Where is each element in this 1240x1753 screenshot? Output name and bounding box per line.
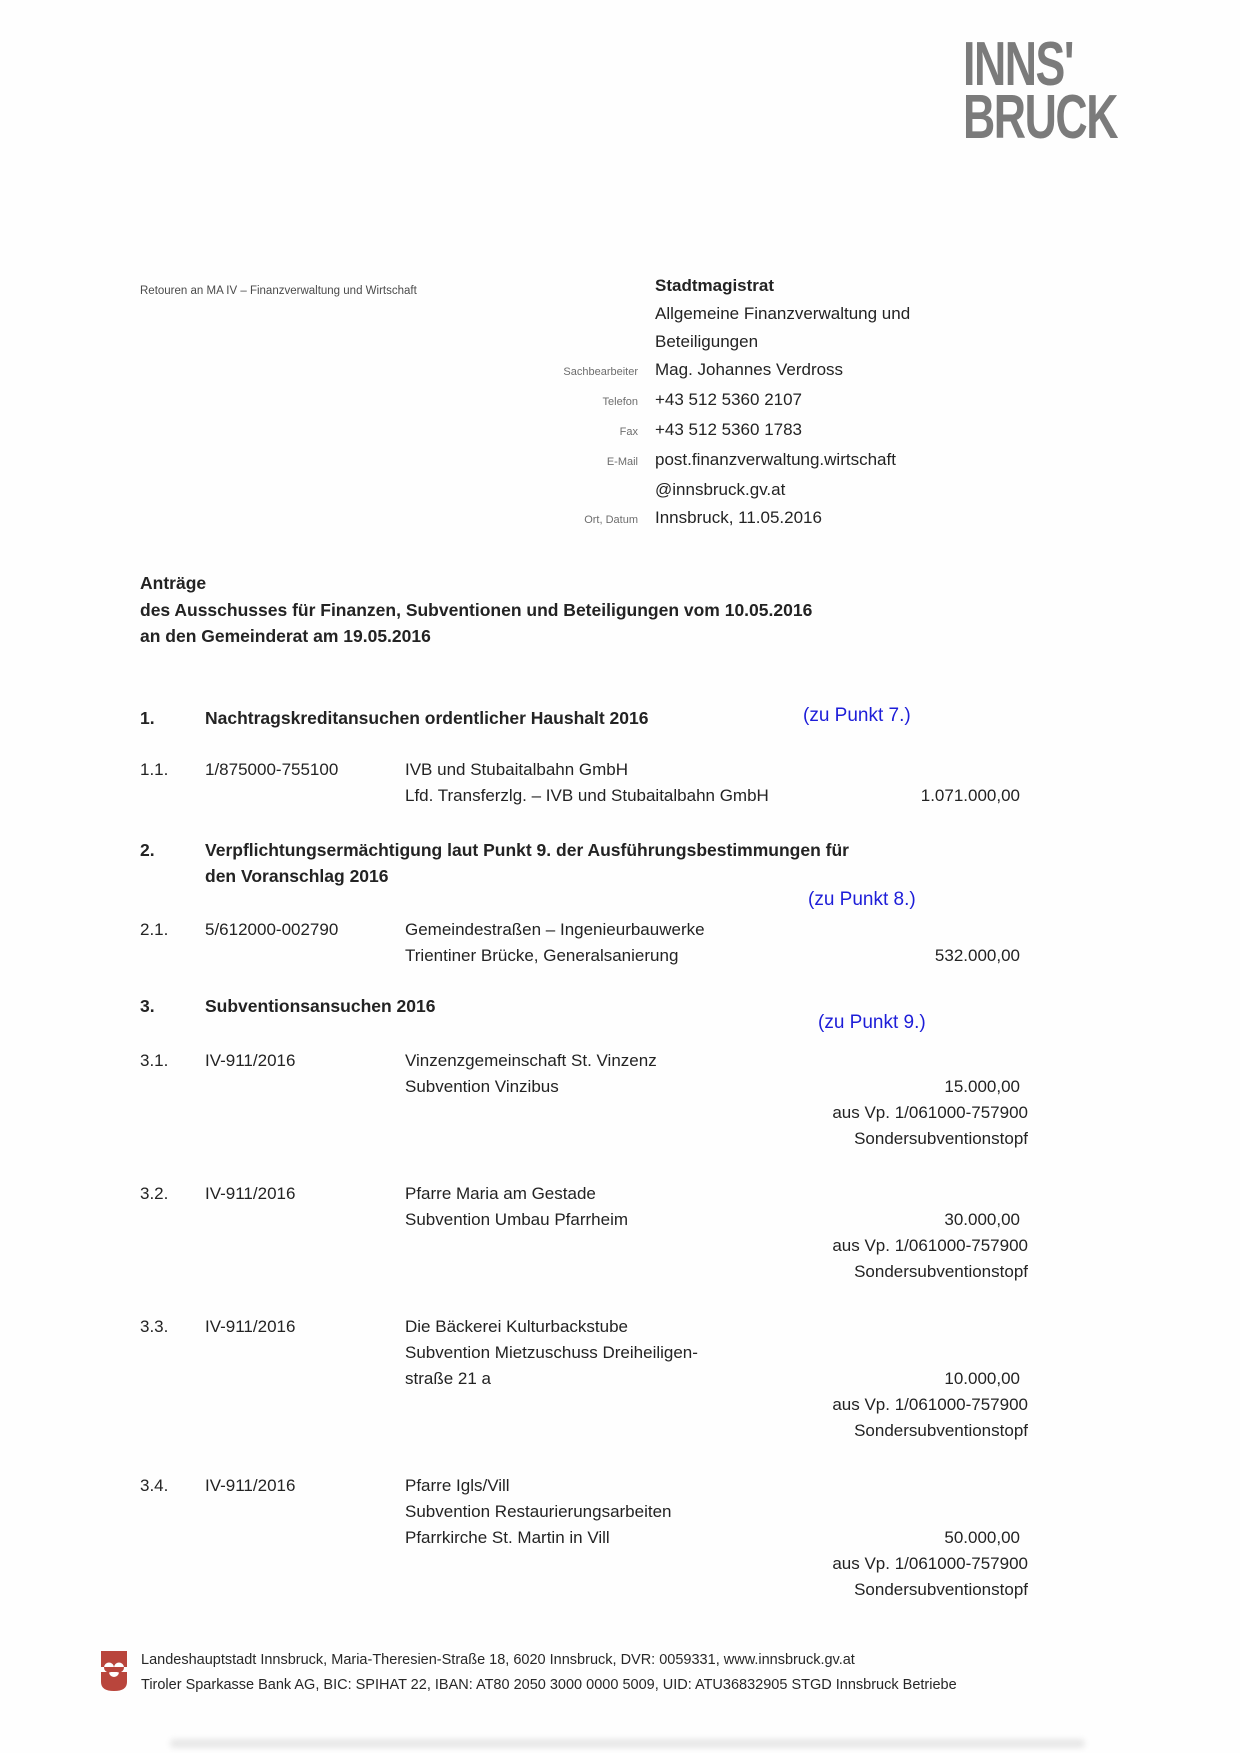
item-description-line: [405, 1366, 1020, 1392]
contact-label: Telefon: [602, 396, 638, 408]
section-header: [140, 837, 1020, 910]
annotation-zu-punkt: (zu Punkt 9.): [818, 1012, 926, 1033]
section-number: 1.: [140, 708, 155, 728]
section: [140, 993, 1028, 1603]
contact-row: [520, 476, 1000, 504]
footer-line-1: Landeshauptstadt Innsbruck, Maria-Theresien-Straße 18, 6020 Innsbruck, DVR: 0059331, www.innsbruck.gv.at: [141, 1652, 855, 1668]
item-description-text: Subvention Restaurierungsarbeiten: [405, 1502, 672, 1521]
contact-row: [520, 272, 1000, 300]
section: [140, 837, 1020, 969]
item-lines: [405, 1048, 1028, 1152]
item-description-line: [405, 1525, 1020, 1551]
section-title-line: den Voranschlag 2016: [205, 866, 389, 886]
contact-value: +43 512 5360 2107: [655, 390, 803, 409]
item-description-line: [405, 1314, 1020, 1340]
item-description-line: [405, 757, 1020, 783]
item-code: 1/875000-755100: [205, 760, 339, 779]
contact-label: E-Mail: [606, 456, 638, 468]
item-amount: 1.071.000,00: [920, 786, 1020, 805]
item-description-line: [405, 1074, 1020, 1100]
item-lines: [405, 1181, 1028, 1285]
item-code: IV-911/2016: [205, 1317, 296, 1336]
innsbruck-city-mark-icon: [100, 1651, 128, 1691]
contact-row: [520, 328, 1000, 356]
item-description-line: [405, 1473, 1020, 1499]
contact-value: +43 512 5360 1783: [655, 420, 803, 439]
document-title-line: Anträge: [140, 573, 207, 593]
item-description-text: Pfarre Igls/Vill: [405, 1476, 510, 1495]
item-description-line: [405, 917, 1020, 943]
contact-label: Fax: [619, 426, 638, 438]
contact-value: post.finanzverwaltung.wirtschaft: [655, 450, 896, 469]
item-note: Sondersubventionstopf: [854, 1129, 1028, 1148]
item-code: 5/612000-002790: [205, 920, 339, 939]
item-code: IV-911/2016: [205, 1184, 296, 1203]
item-code: IV-911/2016: [205, 1476, 296, 1495]
item-lines: [405, 917, 1020, 969]
document-title: [140, 570, 812, 650]
item-number: 3.1.: [140, 1051, 169, 1070]
logo-line-2: BRUCK: [963, 83, 1117, 152]
item-description-line: [405, 943, 1020, 969]
item-code: IV-911/2016: [205, 1051, 296, 1070]
footer-text: [141, 1648, 957, 1698]
item-row: [140, 1181, 1028, 1285]
item-number: 1.1.: [140, 760, 169, 779]
item-description-text: Trientiner Brücke, Generalsanierung: [405, 946, 679, 965]
section-title-line: Verpflichtungsermächtigung laut Punkt 9. der Ausführungsbestimmungen für: [205, 840, 849, 860]
item-description-text: Lfd. Transferzlg. – IVB und Stubaitalbahn GmbH: [405, 786, 769, 805]
scan-artifact: [170, 1739, 1085, 1748]
item-description-text: Subvention Vinzibus: [405, 1077, 559, 1096]
item-description-line: [405, 1207, 1020, 1233]
contact-value: Mag. Johannes Verdross: [655, 360, 844, 379]
item-row: [140, 1473, 1028, 1603]
item-amount: 15.000,00: [944, 1077, 1020, 1096]
contact-value: @innsbruck.gv.at: [655, 480, 786, 499]
item-description-line: [405, 1048, 1020, 1074]
item-row: [140, 917, 1020, 969]
item-description-text: Pfarrkirche St. Martin in Vill: [405, 1528, 610, 1547]
contact-value: Allgemeine Finanzverwaltung und: [655, 304, 911, 323]
footer: [100, 1648, 957, 1698]
item-description-text: straße 21 a: [405, 1369, 491, 1388]
item-number: 3.4.: [140, 1476, 169, 1495]
item-note: aus Vp. 1/061000-757900: [832, 1236, 1028, 1255]
document-title-line: des Ausschusses für Finanzen, Subventionen und Beteiligungen vom 10.05.2016: [140, 599, 813, 620]
item-description-text: Gemeindestraßen – Ingenieurbauwerke: [405, 920, 705, 939]
section-title: [205, 837, 995, 889]
item-lines: [405, 757, 1020, 809]
item-row: [140, 1314, 1028, 1444]
section-title-line: Subventionsansuchen 2016: [205, 996, 436, 1016]
item-description-line: [405, 783, 1020, 809]
item-description-text: IVB und Stubaitalbahn GmbH: [405, 760, 629, 779]
contact-label: Ort, Datum: [584, 514, 638, 526]
contact-value: Stadtmagistrat: [655, 276, 775, 295]
annotation-zu-punkt: (zu Punkt 8.): [808, 889, 916, 910]
item-number: 3.3.: [140, 1317, 169, 1336]
item-note: aus Vp. 1/061000-757900: [832, 1395, 1028, 1414]
item-description-text: Subvention Umbau Pfarrheim: [405, 1210, 629, 1229]
contact-row: [520, 504, 1000, 534]
item-note: Sondersubventionstopf: [854, 1421, 1028, 1440]
item-description-text: Subvention Mietzuschuss Dreiheiligen-: [405, 1343, 698, 1362]
contact-row: [520, 300, 1000, 328]
logo-line-1: INNS': [963, 30, 1074, 99]
section: [140, 705, 1020, 809]
item-lines: [405, 1314, 1028, 1444]
item-note: aus Vp. 1/061000-757900: [832, 1554, 1028, 1573]
item-lines: [405, 1473, 1028, 1603]
contact-row: [520, 356, 1000, 386]
item-number: 2.1.: [140, 920, 169, 939]
contact-value: Innsbruck, 11.05.2016: [655, 508, 822, 527]
section-header: [140, 993, 1020, 1033]
item-row: [140, 1048, 1028, 1152]
annotation-zu-punkt: (zu Punkt 7.): [803, 705, 911, 726]
innsbruck-logo: [963, 30, 1117, 152]
contact-value: Beteiligungen: [655, 332, 759, 351]
footer-line-2: Tiroler Sparkasse Bank AG, BIC: SPIHAT 22, IBAN: AT80 2050 3000 0000 5009, UID: ATU36832905 STGD Innsbruck Betriebe: [141, 1677, 957, 1693]
retouren-note: Retouren an MA IV – Finanzverwaltung und Wirtschaft: [140, 285, 417, 297]
item-amount: 30.000,00: [944, 1210, 1020, 1229]
section-header: [140, 705, 1020, 731]
item-description-text: Vinzenzgemeinschaft St. Vinzenz: [405, 1051, 657, 1070]
item-description-text: Pfarre Maria am Gestade: [405, 1184, 596, 1203]
item-description-line: [405, 1499, 1020, 1525]
section-title-line: Nachtragskreditansuchen ordentlicher Haushalt 2016: [205, 708, 649, 728]
contact-block: [520, 272, 1000, 534]
section-number: 3.: [140, 996, 155, 1016]
item-description-text: Die Bäckerei Kulturbackstube: [405, 1317, 629, 1336]
section-number: 2.: [140, 840, 155, 860]
contact-row: [520, 446, 1000, 476]
contact-row: [520, 416, 1000, 446]
item-row: [140, 757, 1020, 809]
item-amount: 50.000,00: [944, 1528, 1020, 1547]
item-note: aus Vp. 1/061000-757900: [832, 1103, 1028, 1122]
item-note: Sondersubventionstopf: [854, 1262, 1028, 1281]
item-amount: 532.000,00: [934, 946, 1020, 965]
document-title-line: an den Gemeinderat am 19.05.2016: [140, 626, 431, 646]
item-number: 3.2.: [140, 1184, 169, 1203]
contact-label: Sachbearbeiter: [563, 366, 638, 378]
item-amount: 10.000,00: [944, 1369, 1020, 1388]
item-description-line: [405, 1181, 1020, 1207]
item-note: Sondersubventionstopf: [854, 1580, 1028, 1599]
item-description-line: [405, 1340, 1020, 1366]
contact-row: [520, 386, 1000, 416]
